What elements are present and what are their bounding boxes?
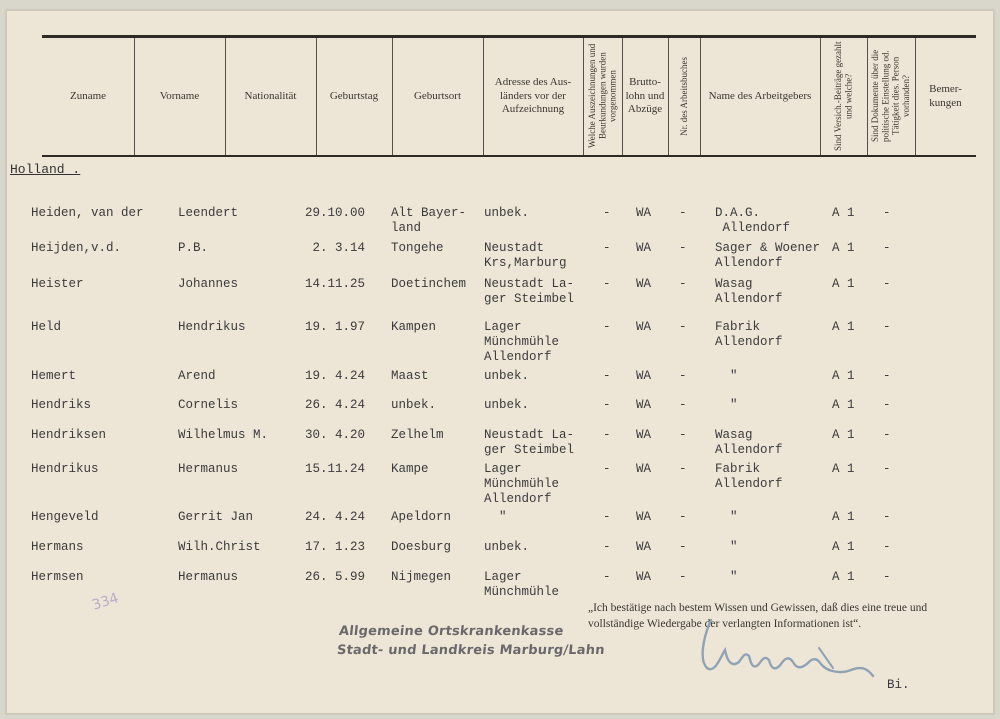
auszeichnung-cell: - — [603, 241, 611, 255]
geburtstag-cell: 19. 1.97 — [305, 320, 366, 334]
zuname-cell: Hermsen — [31, 570, 84, 584]
header-geburtsort: Geburtsort — [413, 89, 462, 102]
geburtsort-cell: Apeldorn — [391, 510, 452, 524]
dokumente-cell: - — [883, 510, 891, 524]
bruttolohn-cell: WA — [636, 369, 652, 383]
handwritten-signature — [693, 598, 883, 693]
bruttolohn-cell: WA — [636, 241, 652, 255]
vorname-cell: Cornelis — [178, 398, 239, 412]
header-bruttolohn: Brutto- lohn und Abzüge — [625, 75, 665, 116]
auszeichnung-cell: - — [603, 462, 611, 476]
adresse-cell: Lager Münchmühle Allendorf — [484, 462, 560, 506]
bruttolohn-cell: WA — [636, 398, 652, 412]
vorname-cell: Hendrikus — [178, 320, 246, 334]
geburtsort-cell: unbek. — [391, 398, 437, 412]
vorname-cell: Arend — [178, 369, 216, 383]
bruttolohn-cell: WA — [636, 428, 652, 442]
certification-text: „Ich bestätige nach bestem Wissen und Gewissen, daß dies eine treue und vollständige Wiedergabe der verlangten Informationen ist“. — [588, 602, 928, 630]
geburtstag-cell: 26. 5.99 — [305, 570, 366, 584]
geburtsort-cell: Tongehe — [391, 241, 444, 255]
arbeitgeber-cell: Wasag Allendorf — [715, 277, 783, 306]
bruttolohn-cell: WA — [636, 540, 652, 554]
header-bottom-rule — [42, 155, 976, 157]
geburtstag-cell: 29.10.00 — [305, 206, 366, 220]
dokumente-cell: - — [883, 398, 891, 412]
insurance-office-stamp — [336, 622, 608, 660]
arbeitsbuch-cell: - — [679, 320, 687, 334]
auszeichnung-cell: - — [603, 206, 611, 220]
geburtstag-cell: 24. 4.24 — [305, 510, 366, 524]
stamp-line-1: Allgemeine Ortskrankenkasse — [338, 624, 565, 639]
header-versicherung: Sind Versich.-Beiträge gezahlt und welche? — [833, 41, 854, 151]
initials: Bi. — [887, 678, 910, 692]
header-nationalitaet: Nationalität — [244, 89, 297, 102]
zuname-cell: Hendriks — [31, 398, 92, 412]
dokumente-cell: - — [883, 462, 891, 476]
dokumente-cell: - — [883, 206, 891, 220]
versicherung-cell: A 1 — [832, 320, 855, 334]
bruttolohn-cell: WA — [636, 510, 652, 524]
geburtsort-cell: Doetinchem — [391, 277, 467, 291]
vorname-cell: Gerrit Jan — [178, 510, 254, 524]
arbeitgeber-cell: " — [715, 510, 738, 524]
adresse-cell: Neustadt La- ger Steimbel — [484, 428, 575, 457]
arbeitsbuch-cell: - — [679, 570, 687, 584]
arbeitsbuch-cell: - — [679, 277, 687, 291]
geburtsort-cell: Alt Bayer- land — [391, 206, 467, 235]
arbeitgeber-cell: " — [715, 398, 738, 412]
adresse-cell: unbek. — [484, 540, 530, 554]
arbeitgeber-cell: D.A.G. Allendorf — [715, 206, 791, 235]
zuname-cell: Hendriksen — [31, 428, 107, 442]
geburtstag-cell: 2. 3.14 — [305, 241, 366, 255]
header-bemerkungen: Bemer- kungen — [929, 82, 962, 109]
adresse-cell: Lager Münchmühle Allendorf — [484, 320, 560, 364]
versicherung-cell: A 1 — [832, 428, 855, 442]
auszeichnung-cell: - — [603, 277, 611, 291]
geburtstag-cell: 26. 4.24 — [305, 398, 366, 412]
geburtstag-cell: 30. 4.20 — [305, 428, 366, 442]
arbeitsbuch-cell: - — [679, 428, 687, 442]
geburtsort-cell: Doesburg — [391, 540, 452, 554]
stamp-line-2: Stadt- und Landkreis Marburg/Lahn — [336, 643, 606, 658]
geburtsort-cell: Nijmegen — [391, 570, 452, 584]
adresse-cell: unbek. — [484, 369, 530, 383]
bruttolohn-cell: WA — [636, 570, 652, 584]
geburtstag-cell: 14.11.25 — [305, 277, 366, 291]
arbeitsbuch-cell: - — [679, 398, 687, 412]
versicherung-cell: A 1 — [832, 206, 855, 220]
geburtstag-cell: 15.11.24 — [305, 462, 366, 476]
arbeitsbuch-cell: - — [679, 462, 687, 476]
vorname-cell: Hermanus — [178, 462, 239, 476]
arbeitgeber-cell: Wasag Allendorf — [715, 428, 783, 457]
header-vorname: Vorname — [159, 89, 200, 102]
arbeitsbuch-cell: - — [679, 510, 687, 524]
adresse-cell: Lager Münchmühle — [484, 570, 560, 599]
adresse-cell: unbek. — [484, 206, 530, 220]
header-auszeichnungen: Welche Auszeichnungen und Beurkundungen wurden vorgenommen — [586, 43, 618, 149]
vorname-cell: Leendert — [178, 206, 239, 220]
auszeichnung-cell: - — [603, 369, 611, 383]
zuname-cell: Held — [31, 320, 62, 334]
dokumente-cell: - — [883, 277, 891, 291]
header-arbeitgeber: Name des Arbeitgebers — [708, 89, 812, 102]
dokumente-cell: - — [883, 428, 891, 442]
header-adresse: Adresse des Aus- länders vor der Aufzeichnung — [494, 75, 572, 116]
auszeichnung-cell: - — [603, 570, 611, 584]
vorname-cell: P.B. — [178, 241, 209, 255]
vorname-cell: Johannes — [178, 277, 239, 291]
vorname-cell: Wilhelmus M. — [178, 428, 269, 442]
arbeitgeber-cell: Sager & Woener Allendorf — [715, 241, 821, 270]
zuname-cell: Heister — [31, 277, 84, 291]
dokumente-cell: - — [883, 369, 891, 383]
header-arbeitsbuch: Nr. des Arbeitsbuches — [678, 56, 689, 136]
col-divider — [622, 38, 623, 155]
zuname-cell: Hendrikus — [31, 462, 99, 476]
versicherung-cell: A 1 — [832, 398, 855, 412]
versicherung-cell: A 1 — [832, 462, 855, 476]
arbeitgeber-cell: " — [715, 570, 738, 584]
auszeichnung-cell: - — [603, 320, 611, 334]
dokumente-cell: - — [883, 320, 891, 334]
header-geburtstag: Geburtstag — [329, 89, 379, 102]
arbeitgeber-cell: Fabrik Allendorf — [715, 462, 783, 491]
arbeitsbuch-cell: - — [679, 206, 687, 220]
geburtsort-cell: Maast — [391, 369, 429, 383]
header-zuname: Zuname — [69, 89, 107, 102]
auszeichnung-cell: - — [603, 540, 611, 554]
geburtstag-cell: 17. 1.23 — [305, 540, 366, 554]
auszeichnung-cell: - — [603, 510, 611, 524]
pencil-note: 334 — [90, 590, 121, 614]
zuname-cell: Hemert — [31, 369, 77, 383]
arbeitgeber-cell: Fabrik Allendorf — [715, 320, 783, 349]
arbeitsbuch-cell: - — [679, 540, 687, 554]
versicherung-cell: A 1 — [832, 277, 855, 291]
adresse-cell: " — [484, 510, 507, 524]
auszeichnung-cell: - — [603, 398, 611, 412]
arbeitsbuch-cell: - — [679, 369, 687, 383]
zuname-cell: Heijden,v.d. — [31, 241, 122, 255]
arbeitgeber-cell: " — [715, 369, 738, 383]
adresse-cell: Neustadt Krs,Marburg — [484, 241, 567, 270]
geburtstag-cell: 19. 4.24 — [305, 369, 366, 383]
dokumente-cell: - — [883, 570, 891, 584]
bruttolohn-cell: WA — [636, 206, 652, 220]
vorname-cell: Wilh.Christ — [178, 540, 261, 554]
bruttolohn-cell: WA — [636, 320, 652, 334]
zuname-cell: Heiden, van der — [31, 206, 144, 220]
versicherung-cell: A 1 — [832, 369, 855, 383]
auszeichnung-cell: - — [603, 428, 611, 442]
col-divider — [483, 38, 484, 155]
versicherung-cell: A 1 — [832, 510, 855, 524]
bruttolohn-cell: WA — [636, 462, 652, 476]
arbeitgeber-cell: " — [715, 540, 738, 554]
vorname-cell: Hermanus — [178, 570, 239, 584]
section-title: Holland . — [10, 162, 81, 177]
geburtsort-cell: Zelhelm — [391, 428, 444, 442]
versicherung-cell: A 1 — [832, 241, 855, 255]
versicherung-cell: A 1 — [832, 540, 855, 554]
bruttolohn-cell: WA — [636, 277, 652, 291]
adresse-cell: unbek. — [484, 398, 530, 412]
arbeitsbuch-cell: - — [679, 241, 687, 255]
dokumente-cell: - — [883, 241, 891, 255]
zuname-cell: Hermans — [31, 540, 84, 554]
dokumente-cell: - — [883, 540, 891, 554]
header-dokumente: Sind Dokumente über die politische Einstellung od. Tätigkeit dies. Person vorhanden? — [870, 49, 912, 143]
versicherung-cell: A 1 — [832, 570, 855, 584]
zuname-cell: Hengeveld — [31, 510, 99, 524]
geburtsort-cell: Kampe — [391, 462, 429, 476]
geburtsort-cell: Kampen — [391, 320, 437, 334]
adresse-cell: Neustadt La- ger Steimbel — [484, 277, 575, 306]
